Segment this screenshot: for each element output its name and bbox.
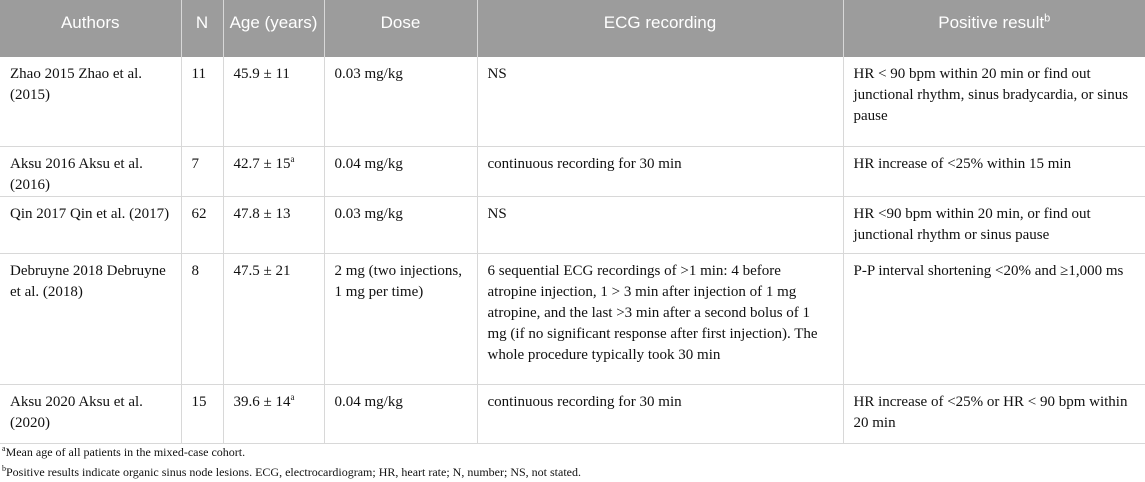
cell-positive: HR increase of <25% within 15 min	[843, 146, 1145, 196]
header-n: N	[181, 0, 223, 57]
cell-authors: Zhao 2015 Zhao et al. (2015)	[0, 57, 181, 146]
cell-n: 62	[181, 196, 223, 253]
cell-n: 15	[181, 384, 223, 443]
cell-positive: P-P interval shortening <20% and ≥1,000 ms	[843, 253, 1145, 384]
header-ecg-recording: ECG recording	[477, 0, 843, 57]
cell-dose: 0.03 mg/kg	[324, 196, 477, 253]
cell-authors: Debruyne 2018 Debruyne et al. (2018)	[0, 253, 181, 384]
cell-age	[223, 146, 324, 196]
age-value: 47.8 ± 13	[233, 205, 291, 222]
header-authors: Authors	[0, 0, 181, 57]
footnote-b-mark: b	[2, 464, 6, 473]
footnote-mark-b: b	[1044, 12, 1051, 25]
footnote-a	[2, 442, 581, 462]
table-row	[0, 384, 1145, 443]
cell-n: 8	[181, 253, 223, 384]
table-footnotes	[2, 442, 581, 482]
cell-authors: Aksu 2016 Aksu et al. (2016)	[0, 146, 181, 196]
cell-ecg: NS	[477, 196, 843, 253]
header-positive-result	[843, 0, 1145, 57]
footnote-a-mark: a	[2, 444, 6, 453]
cell-age	[223, 57, 324, 146]
cell-n: 7	[181, 146, 223, 196]
footnote-b	[2, 462, 581, 482]
table-row	[0, 253, 1145, 384]
cell-ecg: continuous recording for 30 min	[477, 384, 843, 443]
cell-positive: HR increase of <25% or HR < 90 bpm within 20 min	[843, 384, 1145, 443]
cell-dose: 0.04 mg/kg	[324, 384, 477, 443]
cell-age	[223, 196, 324, 253]
table-row	[0, 146, 1145, 196]
cell-age	[223, 384, 324, 443]
footnote-b-text: Positive results indicate organic sinus node lesions. ECG, electrocardiogram; HR, heart rate; N, number; NS, not stated.	[6, 465, 581, 479]
cell-positive: HR < 90 bpm within 20 min or find out junctional rhythm, sinus bradycardia, or sinus pause	[843, 57, 1145, 146]
cell-positive: HR <90 bpm within 20 min, or find out junctional rhythm or sinus pause	[843, 196, 1145, 253]
header-row	[0, 0, 1145, 57]
header-dose: Dose	[324, 0, 477, 57]
cell-n: 11	[181, 57, 223, 146]
header-age: Age (years)	[223, 0, 324, 57]
table-row	[0, 196, 1145, 253]
age-value: 45.9 ± 11	[233, 66, 290, 82]
cell-ecg: 6 sequential ECG recordings of >1 min: 4 before atropine injection, 1 > 3 min after injection of 1 mg atropine, and the last >3 min after a second bolus of 1 mg (if no significant response after first injection). The whole procedure typically took 30 min	[477, 253, 843, 384]
header-positive-label: Positive result	[938, 13, 1045, 32]
footnote-mark: a	[290, 153, 295, 164]
age-value: 42.7 ± 15	[233, 155, 291, 172]
table-row	[0, 57, 1145, 146]
cell-authors: Aksu 2020 Aksu et al. (2020)	[0, 384, 181, 443]
footnote-a-text: Mean age of all patients in the mixed-case cohort.	[5, 445, 246, 459]
cell-authors: Qin 2017 Qin et al. (2017)	[0, 196, 181, 253]
age-value: 39.6 ± 14	[233, 393, 291, 410]
cell-dose: 2 mg (two injections, 1 mg per time)	[324, 253, 477, 384]
cell-age	[223, 253, 324, 384]
age-value: 47.5 ± 21	[233, 262, 291, 279]
cell-ecg: NS	[477, 57, 843, 146]
cell-dose: 0.04 mg/kg	[324, 146, 477, 196]
cell-dose: 0.03 mg/kg	[324, 57, 477, 146]
footnote-mark: a	[290, 391, 295, 402]
cell-ecg: continuous recording for 30 min	[477, 146, 843, 196]
